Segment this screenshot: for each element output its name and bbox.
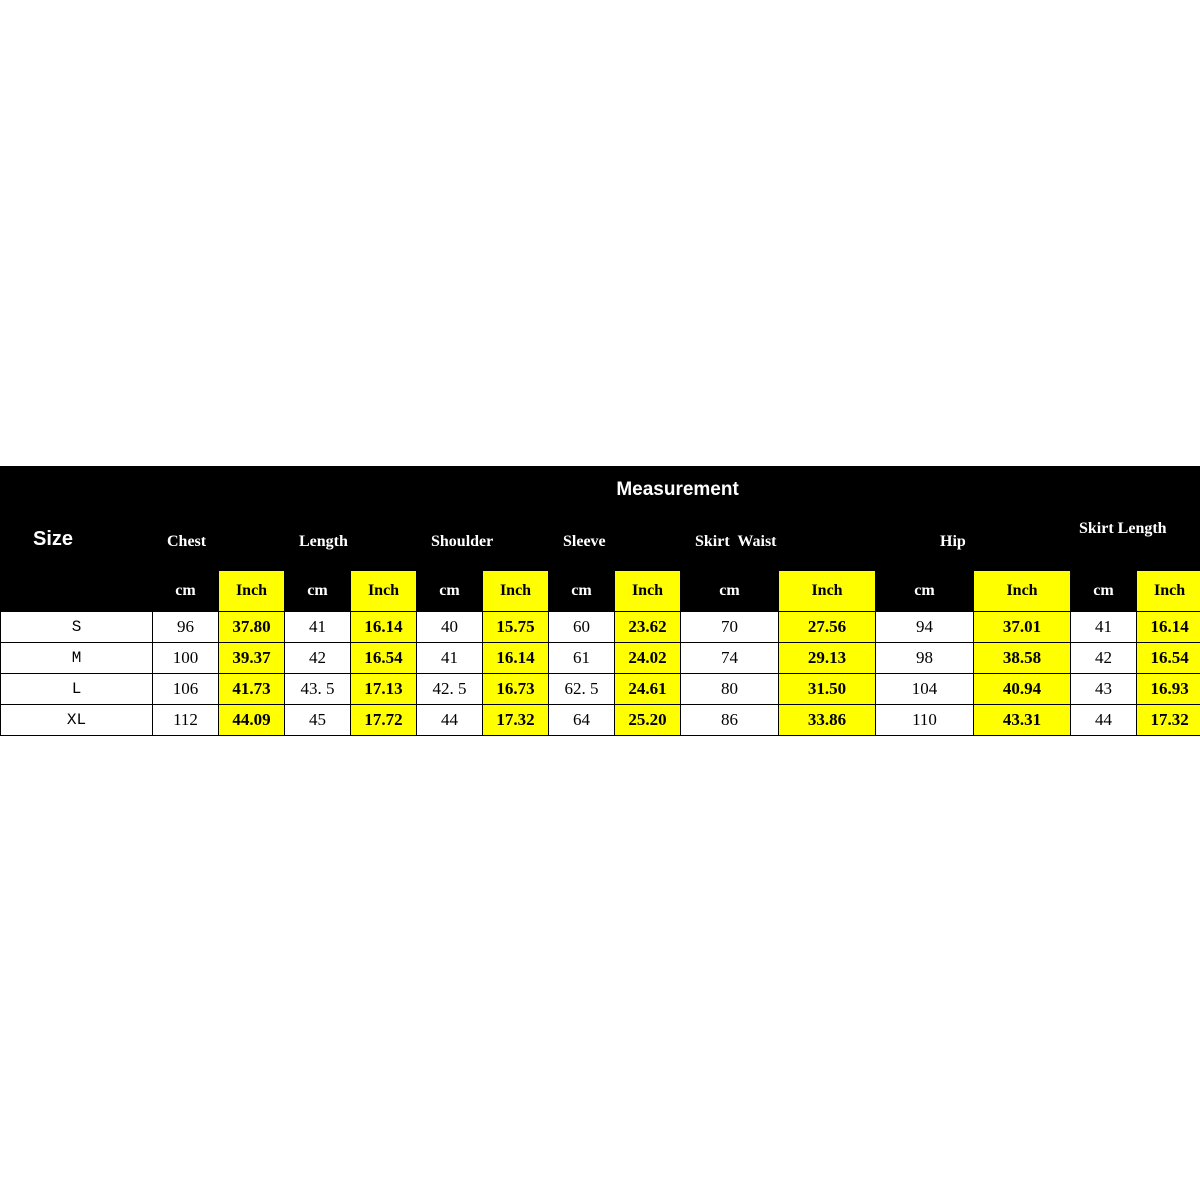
inch-value-cell: 40.94 <box>974 674 1071 705</box>
inch-value-cell: 17.32 <box>483 705 549 736</box>
group-header-sleeve: Sleeve <box>549 514 681 571</box>
group-header-chest: Chest <box>153 514 285 571</box>
cm-value-cell: 104 <box>876 674 974 705</box>
inch-value-cell: 16.14 <box>483 643 549 674</box>
cm-value-cell: 42 <box>1071 643 1137 674</box>
cm-value-cell: 41 <box>417 643 483 674</box>
unit-header-skirt-waist-cm: cm <box>681 571 779 612</box>
inch-value-cell: 16.54 <box>1137 643 1200 674</box>
table-row <box>1 674 1200 705</box>
inch-value-cell: 37.80 <box>219 612 285 643</box>
group-header-skirt-length: Skirt Length <box>1071 514 1200 571</box>
size-cell: XL <box>1 705 153 736</box>
inch-value-cell: 33.86 <box>779 705 876 736</box>
cm-value-cell: 45 <box>285 705 351 736</box>
inch-value-cell: 31.50 <box>779 674 876 705</box>
inch-value-cell: 39.37 <box>219 643 285 674</box>
inch-value-cell: 37.01 <box>974 612 1071 643</box>
inch-value-cell: 24.61 <box>615 674 681 705</box>
inch-value-cell: 24.02 <box>615 643 681 674</box>
cm-value-cell: 110 <box>876 705 974 736</box>
cm-value-cell: 100 <box>153 643 219 674</box>
unit-header-sleeve-cm: cm <box>549 571 615 612</box>
cm-value-cell: 42 <box>285 643 351 674</box>
unit-header-skirt-waist-inch: Inch <box>779 571 876 612</box>
inch-value-cell: 17.32 <box>1137 705 1200 736</box>
inch-value-cell: 15.75 <box>483 612 549 643</box>
cm-value-cell: 60 <box>549 612 615 643</box>
cm-value-cell: 62. 5 <box>549 674 615 705</box>
table-row <box>1 612 1200 643</box>
inch-value-cell: 29.13 <box>779 643 876 674</box>
measurement-header: Measurement <box>153 467 1200 514</box>
size-cell: S <box>1 612 153 643</box>
table-row <box>1 643 1200 674</box>
group-header-shoulder: Shoulder <box>417 514 549 571</box>
unit-header-length-cm: cm <box>285 571 351 612</box>
cm-value-cell: 41 <box>1071 612 1137 643</box>
inch-value-cell: 25.20 <box>615 705 681 736</box>
group-header-length: Length <box>285 514 417 571</box>
unit-header-chest-inch: Inch <box>219 571 285 612</box>
inch-value-cell: 41.73 <box>219 674 285 705</box>
cm-value-cell: 70 <box>681 612 779 643</box>
inch-value-cell: 38.58 <box>974 643 1071 674</box>
inch-value-cell: 27.56 <box>779 612 876 643</box>
inch-value-cell: 44.09 <box>219 705 285 736</box>
unit-header-skirt-length-cm: cm <box>1071 571 1137 612</box>
inch-value-cell: 43.31 <box>974 705 1071 736</box>
cm-value-cell: 42. 5 <box>417 674 483 705</box>
inch-value-cell: 16.14 <box>1137 612 1200 643</box>
cm-value-cell: 43 <box>1071 674 1137 705</box>
size-cell: L <box>1 674 153 705</box>
cm-value-cell: 106 <box>153 674 219 705</box>
cm-value-cell: 44 <box>1071 705 1137 736</box>
unit-header-hip-inch: Inch <box>974 571 1071 612</box>
size-header: Size <box>1 467 153 612</box>
inch-value-cell: 16.54 <box>351 643 417 674</box>
cm-value-cell: 80 <box>681 674 779 705</box>
cm-value-cell: 86 <box>681 705 779 736</box>
cm-value-cell: 94 <box>876 612 974 643</box>
cm-value-cell: 41 <box>285 612 351 643</box>
cm-value-cell: 43. 5 <box>285 674 351 705</box>
cm-value-cell: 74 <box>681 643 779 674</box>
inch-value-cell: 23.62 <box>615 612 681 643</box>
cm-value-cell: 98 <box>876 643 974 674</box>
unit-header-hip-cm: cm <box>876 571 974 612</box>
unit-header-length-inch: Inch <box>351 571 417 612</box>
inch-value-cell: 16.93 <box>1137 674 1200 705</box>
inch-value-cell: 17.13 <box>351 674 417 705</box>
unit-header-shoulder-cm: cm <box>417 571 483 612</box>
inch-value-cell: 16.14 <box>351 612 417 643</box>
cm-value-cell: 64 <box>549 705 615 736</box>
group-header-skirt-waist: Skirt Waist <box>681 514 876 571</box>
unit-header-sleeve-inch: Inch <box>615 571 681 612</box>
size-chart-table <box>0 466 1200 736</box>
size-cell: M <box>1 643 153 674</box>
cm-value-cell: 44 <box>417 705 483 736</box>
cm-value-cell: 112 <box>153 705 219 736</box>
unit-header-skirt-length-inch: Inch <box>1137 571 1200 612</box>
group-header-hip: Hip <box>876 514 1071 571</box>
cm-value-cell: 96 <box>153 612 219 643</box>
cm-value-cell: 40 <box>417 612 483 643</box>
inch-value-cell: 17.72 <box>351 705 417 736</box>
unit-header-chest-cm: cm <box>153 571 219 612</box>
table-row <box>1 705 1200 736</box>
cm-value-cell: 61 <box>549 643 615 674</box>
inch-value-cell: 16.73 <box>483 674 549 705</box>
unit-header-shoulder-inch: Inch <box>483 571 549 612</box>
